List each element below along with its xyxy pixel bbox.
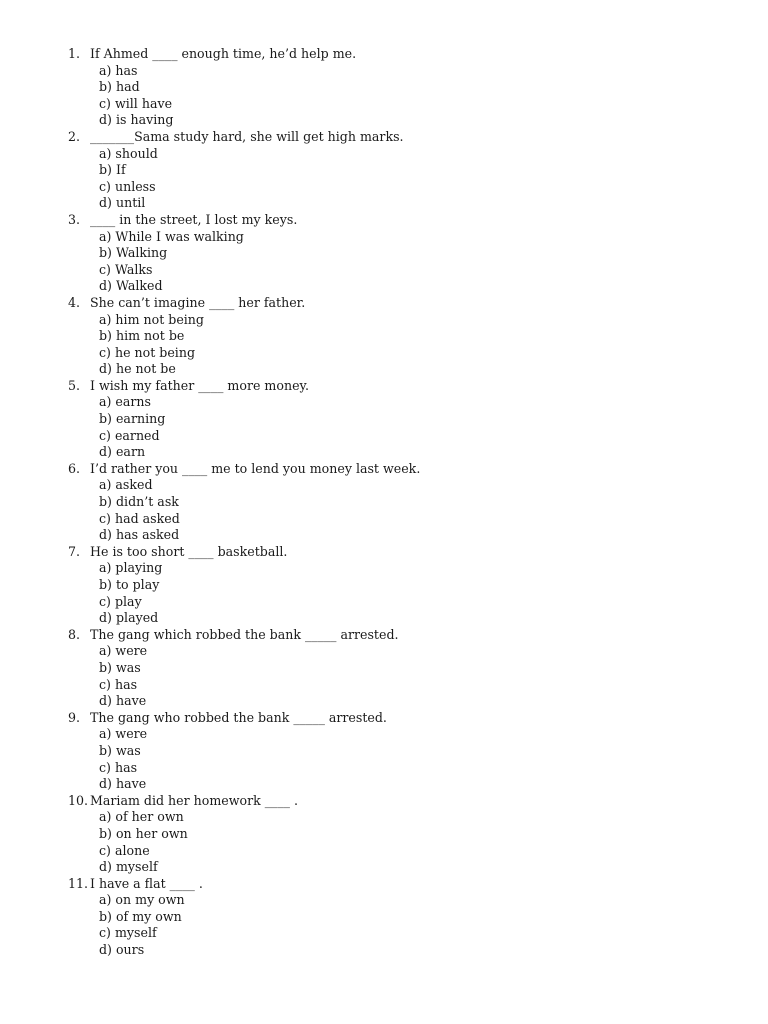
answer-option: c) alone	[99, 842, 150, 858]
question-line	[0, 295, 768, 312]
question-line	[0, 793, 768, 810]
question-item	[0, 710, 768, 793]
answer-option: c) has	[99, 759, 138, 775]
question-item	[0, 627, 768, 710]
question-item	[0, 876, 768, 959]
question-text: If Ahmed ____ enough time, he’d help me.	[90, 46, 357, 61]
question-number: 2.	[68, 128, 81, 144]
question-line	[0, 461, 768, 478]
answer-option: c) myself	[99, 925, 157, 941]
answer-option: d) myself	[99, 859, 158, 875]
question-text: I have a flat ____ .	[90, 875, 203, 891]
question-item	[0, 793, 768, 876]
question-line	[0, 212, 768, 229]
question-number: 3.	[68, 211, 81, 227]
question-number: 4.	[68, 294, 81, 310]
answer-option: b) was	[99, 659, 141, 675]
question-line	[0, 129, 768, 146]
answer-option: a) earns	[99, 394, 151, 410]
answer-option: c) had asked	[99, 510, 180, 526]
question-text: She can’t imagine ____ her father.	[90, 294, 306, 310]
question-line	[0, 627, 768, 644]
answer-option: b) on her own	[99, 825, 188, 841]
question-text: I’d rather you ____ me to lend you money last week.	[90, 460, 421, 476]
answer-option: a) should	[99, 145, 158, 161]
answer-option: d) played	[99, 610, 159, 626]
question-line	[0, 876, 768, 893]
question-line	[0, 710, 768, 727]
question-text: The gang who robbed the bank _____ arrested.	[90, 709, 387, 725]
answer-option: d) has asked	[99, 527, 180, 543]
question-item	[0, 46, 768, 129]
answer-option: b) earning	[99, 411, 166, 427]
question-item	[0, 461, 768, 544]
answer-option: d) have	[99, 776, 147, 792]
question-text: Mariam did her homework ____ .	[90, 792, 298, 808]
answer-option: b) to play	[99, 577, 160, 592]
question-number: 6.	[68, 460, 81, 476]
answer-option: a) of her own	[99, 809, 184, 825]
question-line	[0, 46, 768, 63]
question-line	[0, 544, 768, 561]
answer-option: d) earn	[99, 444, 146, 460]
answer-option: c) will have	[99, 95, 173, 111]
question-number: 8.	[68, 626, 81, 642]
answer-option: b) had	[99, 79, 140, 95]
answer-option: d) have	[99, 693, 147, 709]
answer-option: b) him not be	[99, 328, 185, 344]
answer-option: d) until	[99, 195, 146, 211]
answer-option: b) of my own	[99, 908, 182, 924]
answer-option: b) If	[99, 162, 126, 178]
question-line	[0, 378, 768, 395]
answer-option: a) him not being	[99, 311, 204, 327]
question-item	[0, 295, 768, 378]
answer-option: a) has	[99, 62, 138, 78]
question-item	[0, 129, 768, 212]
question-number: 1.	[68, 46, 81, 61]
question-text: ____ in the street, I lost my keys.	[90, 211, 298, 227]
question-number: 10.	[68, 792, 89, 808]
answer-option: c) unless	[99, 178, 156, 194]
question-number: 7.	[68, 543, 81, 559]
answer-option: b) didn’t ask	[99, 494, 179, 510]
question-text: I wish my father ____ more money.	[90, 377, 309, 393]
question-text: _______Sama study hard, she will get high marks.	[90, 128, 404, 144]
answer-option: c) earned	[99, 427, 160, 443]
answer-option: a) playing	[99, 560, 163, 576]
question-number: 9.	[68, 709, 81, 725]
question-number: 5.	[68, 377, 81, 393]
answer-option: d) ours	[99, 942, 145, 958]
answer-option: b) was	[99, 742, 141, 758]
answer-option: c) play	[99, 593, 142, 609]
answer-option: a) While I was walking	[99, 228, 244, 244]
answer-option: d) Walked	[99, 278, 163, 294]
answer-option: a) were	[99, 726, 148, 742]
quiz-page	[0, 46, 768, 959]
answer-option: b) Walking	[99, 245, 168, 261]
answer-option: c) he not being	[99, 344, 196, 360]
question-item	[0, 544, 768, 627]
answer-option: a) on my own	[99, 892, 185, 908]
answer-option: d) is having	[99, 112, 174, 128]
question-text: The gang which robbed the bank _____ arrested.	[90, 626, 399, 642]
answer-option: c) has	[99, 676, 138, 692]
question-list	[0, 46, 768, 959]
answer-option: d) he not be	[99, 361, 176, 377]
answer-option: a) asked	[99, 477, 153, 493]
answer-option: a) were	[99, 643, 148, 659]
question-item	[0, 378, 768, 461]
question-text: He is too short ____ basketball.	[90, 543, 288, 559]
answer-option: c) Walks	[99, 261, 153, 277]
question-number: 11.	[68, 875, 89, 891]
question-item	[0, 212, 768, 295]
